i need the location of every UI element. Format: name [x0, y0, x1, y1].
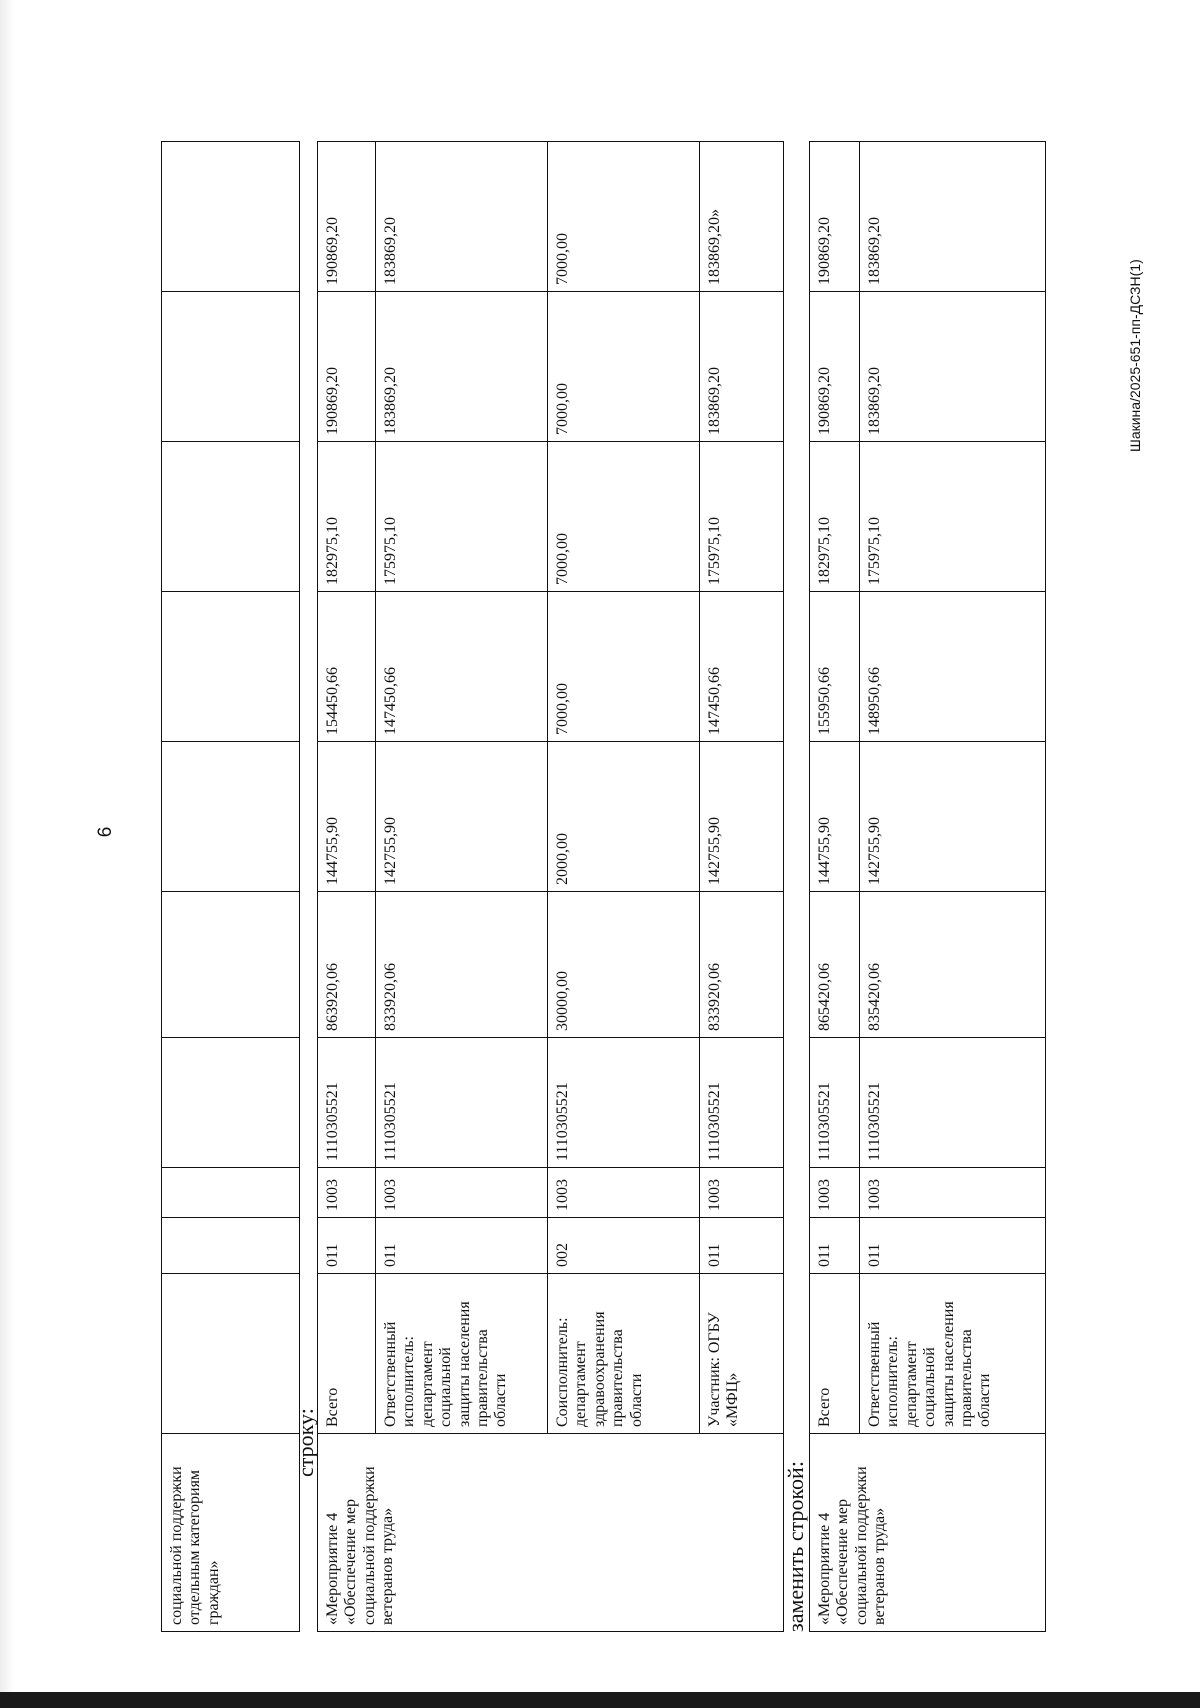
document-code: Шакина/2025-651-пп-ДСЗН(1) — [1127, 259, 1143, 452]
year1-cell: 142755,90 — [860, 742, 1046, 892]
year2-cell: 147450,66 — [376, 592, 548, 742]
rzpr-cell: 1003 — [318, 1168, 376, 1218]
year5-cell: 183869,20» — [700, 142, 784, 292]
table-row — [810, 142, 860, 1632]
year4-cell: 190869,20 — [810, 292, 860, 442]
total-cell: 833920,06 — [700, 892, 784, 1038]
year1-cell: 144755,90 — [810, 742, 860, 892]
year1-cell: 142755,90 — [376, 742, 548, 892]
csr-cell: 1110305521 — [376, 1038, 548, 1168]
csr-cell: 1110305521 — [810, 1038, 860, 1168]
rzpr-cell: 1003 — [548, 1168, 700, 1218]
page-number: 6 — [95, 826, 116, 838]
year5-cell: 190869,20 — [318, 142, 376, 292]
year5-cell: 7000,00 — [548, 142, 700, 292]
role-cell: Ответственный исполнитель: департамент социальной защиты населения правительства области — [376, 1274, 548, 1434]
table-row — [318, 142, 376, 1632]
year1-cell: 142755,90 — [700, 742, 784, 892]
measure-name-cell: «Мероприятие 4 «Обеспечение мер социальной поддержки ветеранов труда» — [810, 1434, 1046, 1632]
year4-cell: 183869,20 — [700, 292, 784, 442]
total-cell: 833920,06 — [376, 892, 548, 1038]
rzpr-cell: 1003 — [376, 1168, 548, 1218]
year4-cell: 183869,20 — [376, 292, 548, 442]
year2-cell: 148950,66 — [860, 592, 1046, 742]
year3-cell: 182975,10 — [318, 442, 376, 592]
year3-cell: 175975,10 — [700, 442, 784, 592]
year5-cell: 183869,20 — [376, 142, 548, 292]
role-cell: Соисполнитель: департамент здравоохранения правительства области — [548, 1274, 700, 1434]
total-cell: 30000,00 — [548, 892, 700, 1038]
total-cell: 863920,06 — [318, 892, 376, 1038]
year1-cell: 144755,90 — [318, 742, 376, 892]
csr-cell: 1110305521 — [700, 1038, 784, 1168]
rotated-page-content — [95, 32, 1165, 1632]
new-row-table — [809, 141, 1046, 1632]
csr-cell: 1110305521 — [548, 1038, 700, 1168]
continuation-table — [161, 141, 300, 1632]
grbs-cell: 011 — [700, 1218, 784, 1274]
total-cell: 835420,06 — [860, 892, 1046, 1038]
csr-cell: 1110305521 — [860, 1038, 1046, 1168]
year2-cell: 155950,66 — [810, 592, 860, 742]
table-row — [700, 142, 784, 1632]
role-cell: Ответственный исполнитель: департамент социальной защиты населения правительства области — [860, 1274, 1046, 1434]
role-cell: Участник: ОГБУ «МФЦ» — [700, 1274, 784, 1434]
role-cell: Всего — [318, 1274, 376, 1434]
year4-cell: 190869,20 — [318, 292, 376, 442]
measure-name-cell: социальной поддержки отдельным категориям граждан» — [162, 1434, 300, 1632]
year2-cell: 7000,00 — [548, 592, 700, 742]
grbs-cell: 002 — [548, 1218, 700, 1274]
old-row-table — [317, 141, 784, 1632]
year4-cell: 7000,00 — [548, 292, 700, 442]
grbs-cell: 011 — [810, 1218, 860, 1274]
grbs-cell: 011 — [860, 1218, 1046, 1274]
rzpr-cell: 1003 — [860, 1168, 1046, 1218]
label-stroku: строку: — [293, 1408, 318, 1477]
total-cell: 865420,06 — [810, 892, 860, 1038]
year5-cell: 183869,20 — [860, 142, 1046, 292]
year2-cell: 147450,66 — [700, 592, 784, 742]
grbs-cell: 011 — [376, 1218, 548, 1274]
year5-cell: 190869,20 — [810, 142, 860, 292]
rzpr-cell: 1003 — [700, 1168, 784, 1218]
table-row — [376, 142, 548, 1632]
year4-cell: 183869,20 — [860, 292, 1046, 442]
label-zamenit-strokoi: заменить строкой: — [783, 1461, 808, 1632]
scan-bottom-edge — [0, 1692, 1200, 1708]
year3-cell: 175975,10 — [376, 442, 548, 592]
role-cell: Всего — [810, 1274, 860, 1434]
rzpr-cell: 1003 — [810, 1168, 860, 1218]
year1-cell: 2000,00 — [548, 742, 700, 892]
scan-edge-shadow — [0, 0, 14, 1708]
csr-cell: 1110305521 — [318, 1038, 376, 1168]
table-row — [860, 142, 1046, 1632]
grbs-cell: 011 — [318, 1218, 376, 1274]
year3-cell: 175975,10 — [860, 442, 1046, 592]
year3-cell: 7000,00 — [548, 442, 700, 592]
year3-cell: 182975,10 — [810, 442, 860, 592]
year2-cell: 154450,66 — [318, 592, 376, 742]
measure-name-cell: «Мероприятие 4 «Обеспечение мер социальной поддержки ветеранов труда» — [318, 1434, 784, 1632]
table-row — [548, 142, 700, 1632]
